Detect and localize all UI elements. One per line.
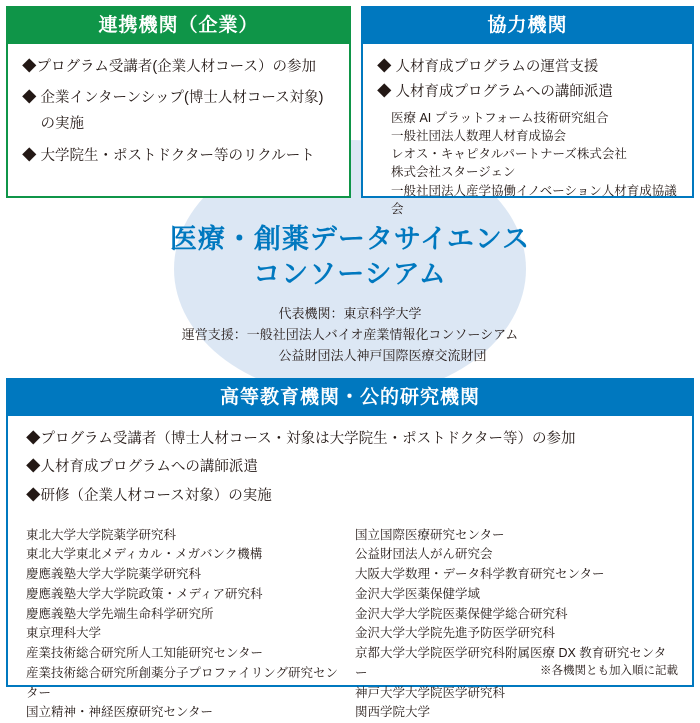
representative-institution: 代表機関：東京科学大学 [278,306,422,322]
list-item: 国立精神・神経医療研究センター [26,705,214,720]
list-item: 医療 AI プラットフォーム技術研究組合 [391,111,609,126]
list-item: ◆プログラム受講者（博士人材コース・対象は大学院生・ポストドクター等）の参加 [26,430,576,447]
list-item: 神戸大学大学院医学研究科 [355,685,506,700]
list-item: 産業技術総合研究所創薬分子プロファイリング研究センター [26,665,339,700]
partner-companies-header: 連携機関（企業） [8,8,349,44]
cooperating-organizations-header: 協力機関 [363,8,692,44]
list-item: 東京理科大学 [26,626,102,641]
list-item: ◆ 大学院生・ポストドクター等のリクルート [22,147,315,164]
cooperating-organizations-box [361,6,694,216]
page-title [120,222,580,291]
list-item: 東北大学東北メディカル・メガバンク機構 [26,547,263,562]
list-item: 産業技術総合研究所人工知能研究センター [26,646,264,661]
list-item: 株式会社スタージェン [391,165,516,180]
list-item: ◆プログラム受講者(企業人材コース）の参加 [22,58,316,75]
list-item: 関西学院大学 [355,705,431,720]
list-item: 一般社団法人産学協働イノベーション人材育成協議会 [391,183,677,216]
list-item: ◆ 人材育成プログラムの運営支援 [377,58,599,75]
institutions-note: ※各機関とも加入順に記載 [540,665,678,677]
list-item: 金沢大学医薬保健学域 [355,586,481,601]
list-item: 東北大学大学院薬学研究科 [26,527,177,542]
consortium-title-line2: コンソーシアム [253,258,447,289]
list-item: 慶應義塾大学大学院薬学研究科 [26,567,202,582]
list-item: 金沢大学大学院医薬保健学総合研究科 [355,606,568,621]
higher-education-header: 高等教育機関・公的研究機関 [8,380,692,416]
list-item: ◆ 企業インターンシップ(博士人材コース対象) [22,90,324,107]
operation-support-2: 公益財団法人神戸国際医療交流財団 [213,348,487,364]
list-item: 慶應義塾大学先端生命科学研究所 [26,606,214,621]
list-item: 公益財団法人がん研究会 [355,547,493,562]
list-item: の実施 [22,116,85,133]
list-item: 一般社団法人数理人材育成協会 [391,129,567,144]
cooperating-organizations-body [363,44,692,228]
institution-columns [8,520,692,723]
institution-column-right [345,526,674,723]
list-item: 大阪大学数理・データ科学教育研究センター [355,567,605,582]
list-item: 国立国際医療研究センター [355,527,505,542]
operation-support-1: 運営支援：一般社団法人バイオ産業情報化コンソーシアム [181,327,519,343]
list-item: ◆ 人材育成プログラムへの講師派遣 [377,84,613,101]
partner-companies-body [8,44,349,188]
partner-companies-box [6,6,351,198]
list-item: 慶應義塾大学大学院政策・メディア研究科 [26,586,263,601]
list-item: 京都大学大学院医学研究科附属医療 DX 教育研究センター [355,646,667,680]
list-item: ◆人材育成プログラムへの講師派遣 [26,459,258,476]
higher-education-bullets [8,416,692,520]
consortium-meta [120,303,580,366]
list-item: レオス・キャピタルパートナーズ株式会社 [391,147,627,162]
list-item: 金沢大学大学院先進予防医学研究科 [355,626,556,641]
higher-education-box [6,378,694,720]
consortium-center [120,222,580,366]
consortium-title-line1: 医療・創薬データサイエンス [169,224,531,254]
list-item: ◆研修（企業人材コース対象）の実施 [26,488,272,505]
institution-column-left [26,526,345,723]
